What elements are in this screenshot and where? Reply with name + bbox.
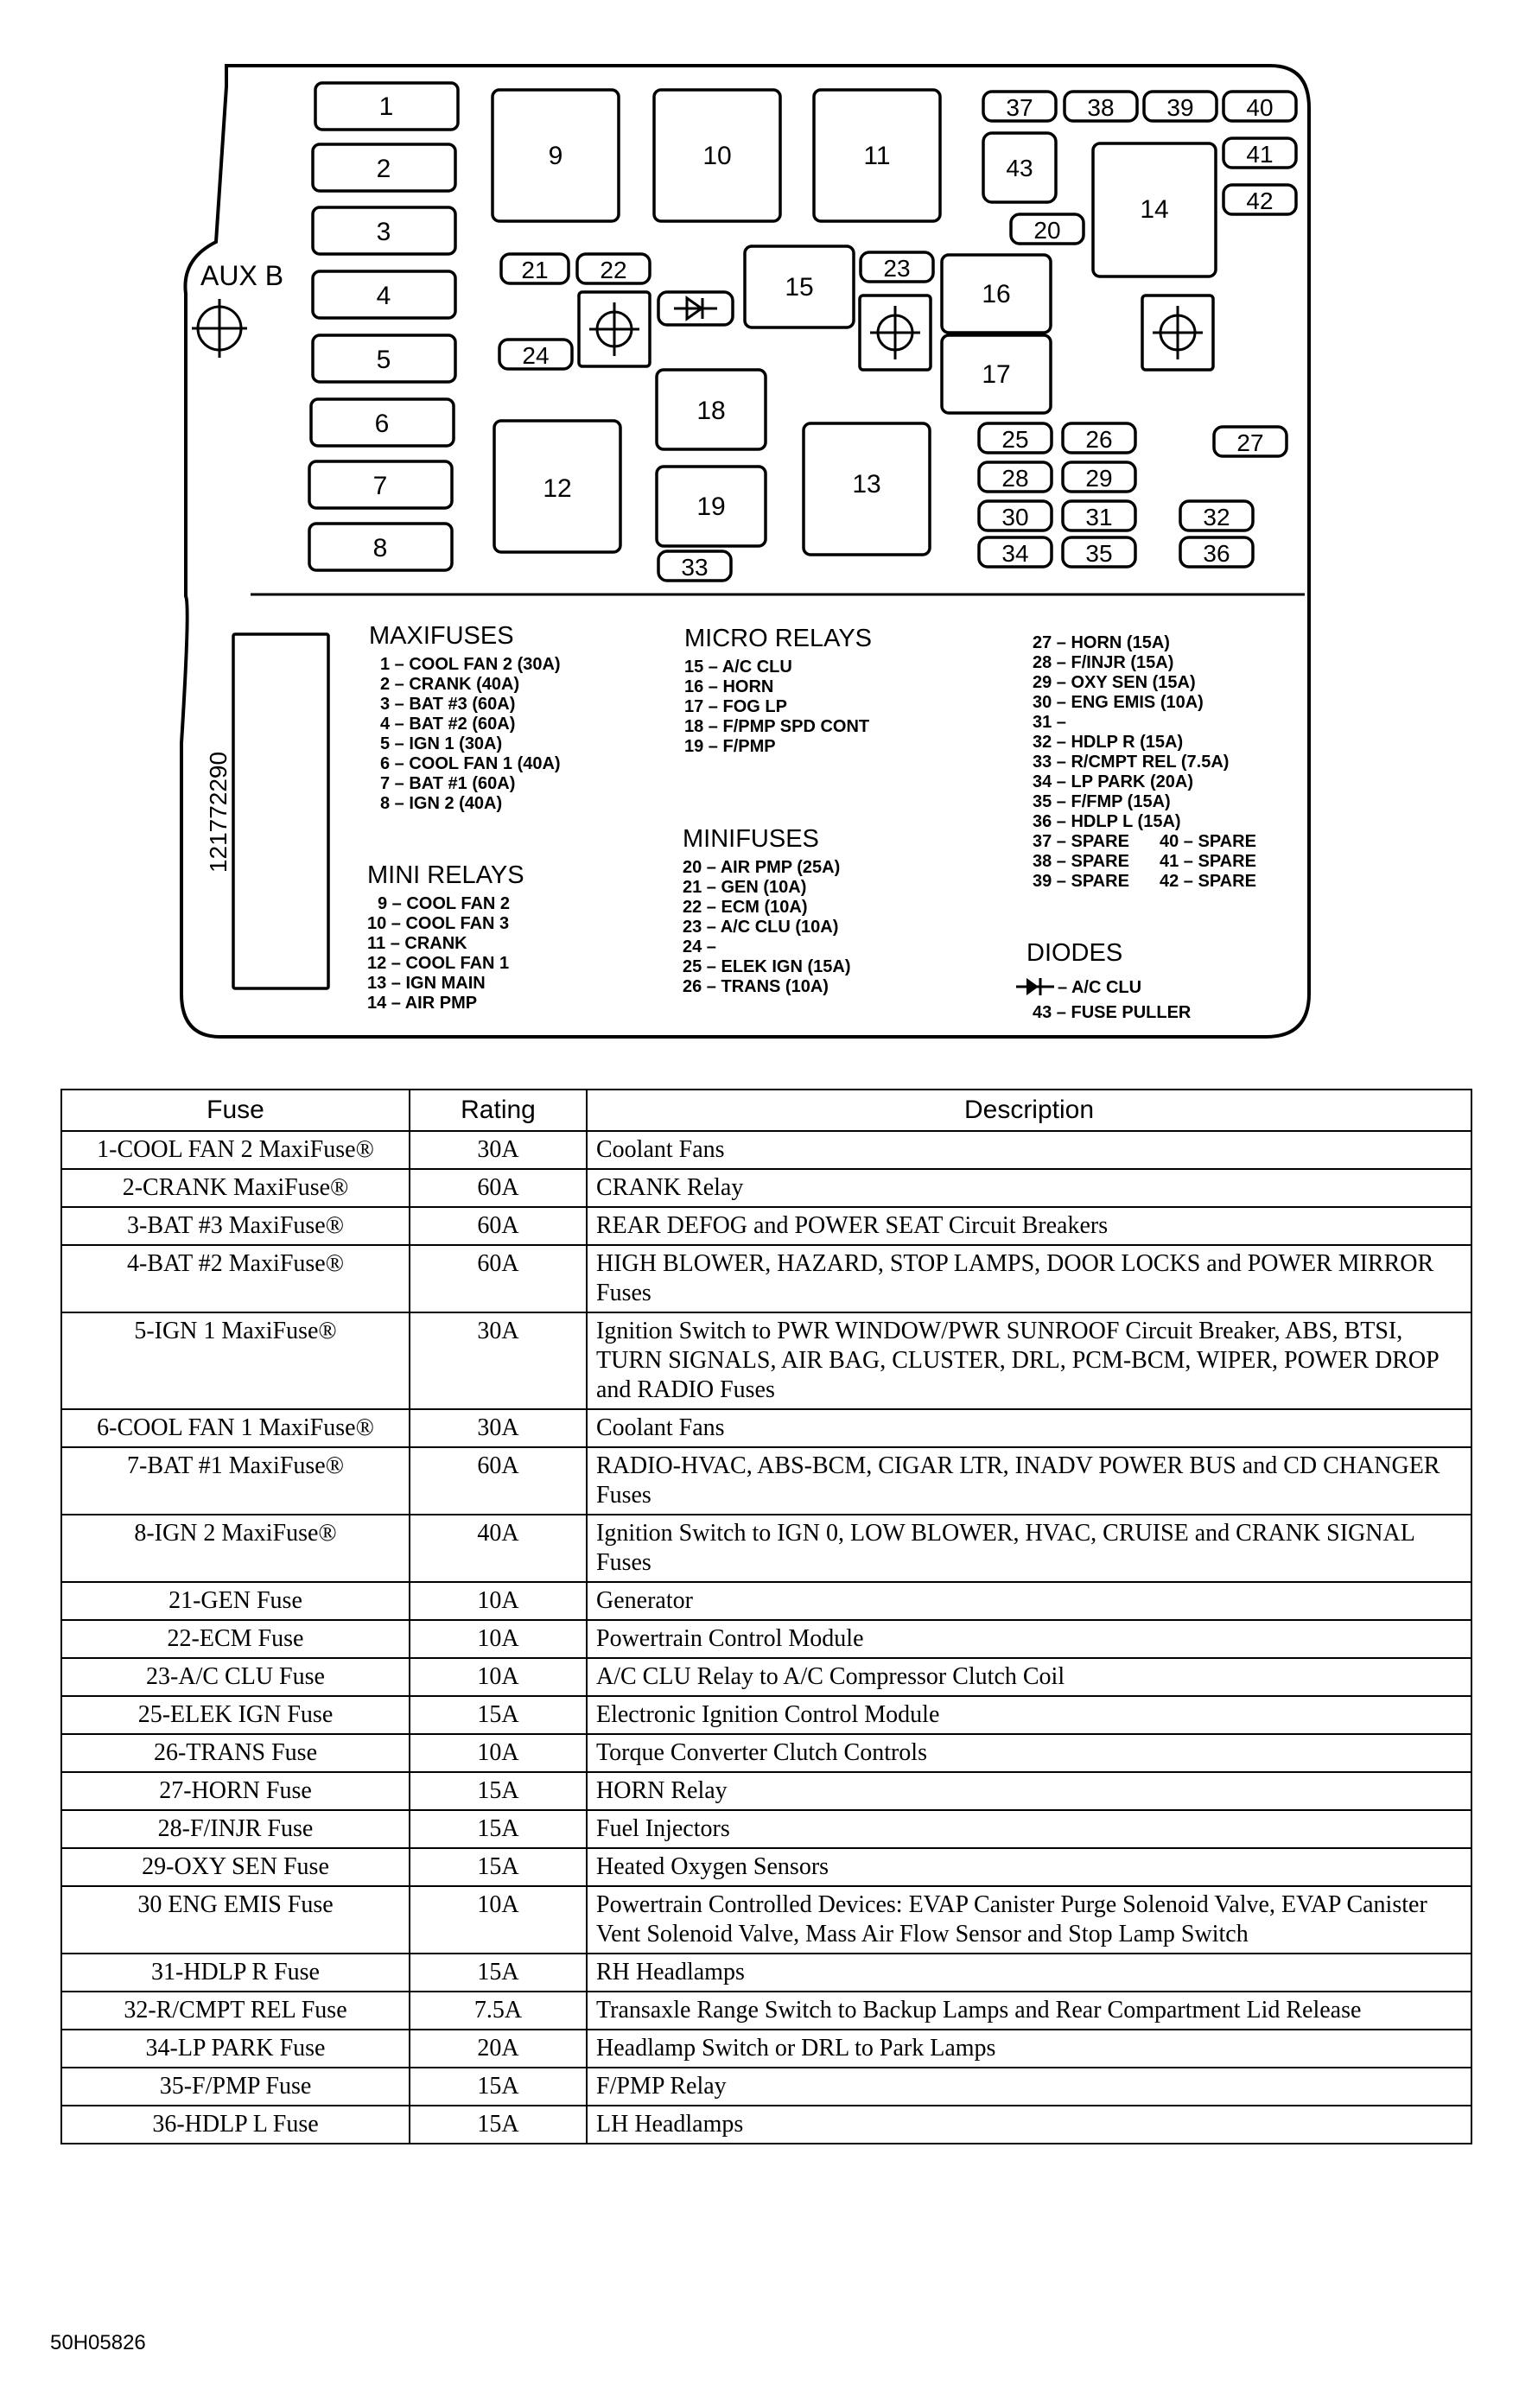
svg-text:25 – ELEK IGN (15A): 25 – ELEK IGN (15A)	[683, 957, 851, 976]
description-cell: CRANK Relay	[587, 1169, 1471, 1207]
svg-text:6: 6	[374, 410, 390, 438]
table-row	[61, 1620, 1471, 1658]
relay-slot	[942, 255, 1051, 333]
fuse-cell: 2-CRANK MaxiFuse®	[61, 1169, 410, 1207]
svg-text:18: 18	[696, 397, 726, 425]
diode-slot-icon	[658, 292, 733, 325]
minifuse-slot	[979, 423, 1052, 453]
svg-text:2: 2	[376, 155, 391, 183]
minifuse-slot	[1223, 92, 1296, 121]
svg-text:36 – HDLP L (15A): 36 – HDLP L (15A)	[1033, 812, 1181, 831]
rating-cell: 20A	[410, 2030, 587, 2068]
fuse-cell: 4-BAT #2 MaxiFuse®	[61, 1245, 410, 1312]
rating-cell: 30A	[410, 1131, 587, 1169]
description-cell: A/C CLU Relay to A/C Compressor Clutch Coil	[587, 1658, 1471, 1696]
relay-slot	[1093, 143, 1216, 276]
svg-text:21: 21	[521, 257, 549, 283]
minifuse-slot	[499, 340, 572, 369]
svg-text:8: 8	[372, 534, 388, 562]
table-row	[61, 1772, 1471, 1810]
svg-text:33: 33	[681, 554, 709, 581]
svg-text:23 – A/C CLU (10A): 23 – A/C CLU (10A)	[683, 918, 839, 937]
table-row	[61, 1515, 1471, 1582]
minifuse-slot	[979, 537, 1052, 567]
minifuse-slot	[979, 501, 1052, 531]
rating-cell: 15A	[410, 1772, 587, 1810]
fuse-cell: 35-F/PMP Fuse	[61, 2068, 410, 2106]
description-cell: F/PMP Relay	[587, 2068, 1471, 2106]
svg-text:27: 27	[1236, 429, 1264, 456]
svg-text:26: 26	[1085, 426, 1113, 453]
fuse-cell: 8-IGN 2 MaxiFuse®	[61, 1515, 410, 1582]
minifuse-slot	[1063, 423, 1135, 453]
minifuse-slot	[501, 254, 569, 283]
svg-text:30 – ENG EMIS (10A): 30 – ENG EMIS (10A)	[1033, 693, 1204, 712]
rating-cell: 10A	[410, 1886, 587, 1954]
fuse-block-diagram	[0, 0, 1519, 1063]
svg-text:19: 19	[696, 492, 726, 521]
svg-text:22: 22	[600, 257, 627, 283]
description-cell: Torque Converter Clutch Controls	[587, 1734, 1471, 1772]
table-row	[61, 1312, 1471, 1409]
fuse-cell: 3-BAT #3 MaxiFuse®	[61, 1207, 410, 1245]
rating-cell: 15A	[410, 2106, 587, 2144]
maxifuse-slot	[313, 207, 455, 254]
svg-text:4 – BAT #2 (60A): 4 – BAT #2 (60A)	[380, 715, 516, 734]
minifuse-slot	[1223, 138, 1296, 168]
legend-mini-relays	[367, 861, 524, 1013]
svg-text:29: 29	[1085, 465, 1113, 492]
description-cell: Heated Oxygen Sensors	[587, 1848, 1471, 1886]
description-cell: Transaxle Range Switch to Backup Lamps and Rear Compartment Lid Release	[587, 1992, 1471, 2030]
table-row	[61, 1810, 1471, 1848]
maxifuse-slot	[309, 461, 452, 508]
terminal-stud-icon	[579, 292, 650, 366]
svg-text:7: 7	[372, 472, 388, 500]
rating-cell: 15A	[410, 1848, 587, 1886]
svg-text:2 – CRANK (40A): 2 – CRANK (40A)	[380, 675, 520, 694]
svg-text:13: 13	[852, 470, 881, 499]
description-cell: Generator	[587, 1582, 1471, 1620]
table-row	[61, 2068, 1471, 2106]
fuse-cell: 23-A/C CLU Fuse	[61, 1658, 410, 1696]
svg-text:15 – A/C CLU: 15 – A/C CLU	[684, 658, 792, 677]
fuse-cell: 5-IGN 1 MaxiFuse®	[61, 1312, 410, 1409]
rating-cell: 15A	[410, 1810, 587, 1848]
fuse-cell: 26-TRANS Fuse	[61, 1734, 410, 1772]
table-row	[61, 1207, 1471, 1245]
svg-text:1 – COOL FAN 2 (30A): 1 – COOL FAN 2 (30A)	[380, 655, 561, 674]
rating-cell: 7.5A	[410, 1992, 587, 2030]
description-cell: HIGH BLOWER, HAZARD, STOP LAMPS, DOOR LOCKS and POWER MIRROR Fuses	[587, 1245, 1471, 1312]
legend-micro-relays	[684, 625, 872, 756]
svg-text:39: 39	[1166, 94, 1194, 121]
table-row	[61, 1409, 1471, 1447]
svg-text:17 – FOG LP: 17 – FOG LP	[684, 697, 787, 716]
svg-text:37: 37	[1006, 94, 1033, 121]
legend-diodes	[1016, 939, 1192, 1022]
svg-text:16 – HORN: 16 – HORN	[684, 677, 774, 696]
fuse-cell: 36-HDLP L Fuse	[61, 2106, 410, 2144]
maxifuse-slot	[315, 83, 458, 130]
svg-text:37 – SPARE: 37 – SPARE	[1033, 832, 1129, 851]
table-row	[61, 1954, 1471, 1992]
rating-cell: 60A	[410, 1207, 587, 1245]
rating-cell: 10A	[410, 1658, 587, 1696]
rating-cell: 10A	[410, 1582, 587, 1620]
svg-text:31 –: 31 –	[1033, 713, 1066, 732]
aux-terminal-icon	[192, 299, 247, 358]
svg-text:24: 24	[522, 342, 550, 369]
svg-text:22 – ECM (10A): 22 – ECM (10A)	[683, 898, 808, 917]
svg-text:11: 11	[863, 142, 891, 170]
description-cell: Coolant Fans	[587, 1131, 1471, 1169]
svg-text:MINI RELAYS: MINI RELAYS	[367, 861, 524, 889]
column-header-fuse: Fuse	[61, 1090, 410, 1131]
rating-cell: 60A	[410, 1169, 587, 1207]
rating-cell: 10A	[410, 1734, 587, 1772]
description-cell: Ignition Switch to IGN 0, LOW BLOWER, HVAC, CRUISE and CRANK SIGNAL Fuses	[587, 1515, 1471, 1582]
svg-text:5: 5	[376, 346, 391, 374]
description-cell: RH Headlamps	[587, 1954, 1471, 1992]
svg-text:34: 34	[1001, 540, 1029, 567]
minifuse-slot	[979, 462, 1052, 492]
table-row	[61, 1848, 1471, 1886]
svg-text:9 – COOL FAN 2: 9 – COOL FAN 2	[378, 894, 511, 913]
table-row	[61, 2106, 1471, 2144]
maxifuse-slot	[309, 524, 452, 570]
description-cell: Powertrain Control Module	[587, 1620, 1471, 1658]
relay-slot	[657, 370, 766, 449]
svg-text:6 – COOL FAN 1 (40A): 6 – COOL FAN 1 (40A)	[380, 754, 561, 773]
fuse-cell: 31-HDLP R Fuse	[61, 1954, 410, 1992]
relay-slot	[654, 90, 780, 221]
svg-text:42 – SPARE: 42 – SPARE	[1160, 872, 1256, 891]
table-row	[61, 1658, 1471, 1696]
fuse-cell: 29-OXY SEN Fuse	[61, 1848, 410, 1886]
svg-text:DIODES: DIODES	[1026, 939, 1123, 967]
svg-text:42: 42	[1246, 187, 1274, 214]
column-header-rating: Rating	[410, 1090, 587, 1131]
column-header-description: Description	[587, 1090, 1471, 1131]
table-header-row	[61, 1090, 1471, 1131]
table-row	[61, 1169, 1471, 1207]
aux-label: AUX B	[200, 260, 284, 291]
description-cell: Electronic Ignition Control Module	[587, 1696, 1471, 1734]
svg-text:30: 30	[1001, 504, 1029, 531]
svg-text:40 – SPARE: 40 – SPARE	[1160, 832, 1256, 851]
table-row	[61, 2030, 1471, 2068]
minifuse-slot	[1063, 501, 1135, 531]
svg-text:32: 32	[1203, 504, 1230, 531]
description-cell: Fuel Injectors	[587, 1810, 1471, 1848]
fuse-cell: 25-ELEK IGN Fuse	[61, 1696, 410, 1734]
fuse-cell: 27-HORN Fuse	[61, 1772, 410, 1810]
relay-slot	[657, 467, 766, 546]
minifuse-slot	[1214, 427, 1287, 456]
svg-text:10: 10	[702, 142, 732, 170]
svg-text:9: 9	[548, 142, 563, 170]
description-cell: Coolant Fans	[587, 1409, 1471, 1447]
svg-text:MINIFUSES: MINIFUSES	[683, 825, 819, 853]
legend-minifuses	[683, 825, 851, 996]
svg-text:26 – TRANS (10A): 26 – TRANS (10A)	[683, 977, 829, 996]
figure-code: 50H05826	[50, 2331, 146, 2354]
svg-text:5 – IGN 1 (30A): 5 – IGN 1 (30A)	[380, 734, 503, 753]
table-row	[61, 1734, 1471, 1772]
relay-slot	[814, 90, 940, 221]
svg-text:12 – COOL FAN 1: 12 – COOL FAN 1	[367, 954, 510, 973]
svg-text:13 – IGN MAIN: 13 – IGN MAIN	[367, 974, 486, 993]
table-row	[61, 1245, 1471, 1312]
fuse-cell: 30 ENG EMIS Fuse	[61, 1886, 410, 1954]
description-cell: RADIO-HVAC, ABS-BCM, CIGAR LTR, INADV POWER BUS and CD CHANGER Fuses	[587, 1447, 1471, 1515]
svg-text:11 – CRANK: 11 – CRANK	[367, 934, 467, 953]
svg-text:34 – LP PARK (20A): 34 – LP PARK (20A)	[1033, 772, 1193, 791]
rating-cell: 30A	[410, 1312, 587, 1409]
svg-text:35: 35	[1085, 540, 1113, 567]
table-row	[61, 1131, 1471, 1169]
fuse-cell: 22-ECM Fuse	[61, 1620, 410, 1658]
svg-text:– A/C CLU: – A/C CLU	[1058, 978, 1142, 997]
relay-slot	[493, 90, 619, 221]
svg-text:41 – SPARE: 41 – SPARE	[1160, 852, 1256, 871]
description-cell: Ignition Switch to PWR WINDOW/PWR SUNROOF Circuit Breaker, ABS, BTSI, TURN SIGNALS, AIR BAG, CLUSTER, DRL, PCM-BCM, WIPER, POWER DROP and RADIO Fuses	[587, 1312, 1471, 1409]
minifuse-slot	[1063, 537, 1135, 567]
fuse-cell: 34-LP PARK Fuse	[61, 2030, 410, 2068]
description-cell: HORN Relay	[587, 1772, 1471, 1810]
rating-cell: 10A	[410, 1620, 587, 1658]
fuse-cell: 28-F/INJR Fuse	[61, 1810, 410, 1848]
rating-cell: 15A	[410, 2068, 587, 2106]
maxifuse-slot	[313, 144, 455, 191]
table-row	[61, 1447, 1471, 1515]
svg-text:3 – BAT #3 (60A): 3 – BAT #3 (60A)	[380, 695, 516, 714]
svg-text:40: 40	[1246, 94, 1274, 121]
svg-text:39 – SPARE: 39 – SPARE	[1033, 872, 1129, 891]
description-cell: REAR DEFOG and POWER SEAT Circuit Breakers	[587, 1207, 1471, 1245]
relay-slot	[942, 335, 1051, 413]
svg-text:7 – BAT #1 (60A): 7 – BAT #1 (60A)	[380, 774, 516, 793]
svg-text:20 – AIR PMP (25A): 20 – AIR PMP (25A)	[683, 858, 841, 877]
svg-text:38 – SPARE: 38 – SPARE	[1033, 852, 1129, 871]
rating-cell: 30A	[410, 1409, 587, 1447]
svg-text:33 – R/CMPT REL (7.5A): 33 – R/CMPT REL (7.5A)	[1033, 753, 1230, 772]
minifuse-slot	[1144, 92, 1217, 121]
minifuse-slot	[861, 252, 933, 282]
svg-text:12: 12	[543, 474, 572, 503]
fuse-cell: 1-COOL FAN 2 MaxiFuse®	[61, 1131, 410, 1169]
svg-text:28: 28	[1001, 465, 1029, 492]
svg-text:29 – OXY SEN (15A): 29 – OXY SEN (15A)	[1033, 673, 1196, 692]
terminal-stud-icon	[860, 295, 931, 370]
rating-cell: 15A	[410, 1696, 587, 1734]
svg-text:43: 43	[1006, 155, 1033, 181]
maxifuse-slot	[313, 335, 455, 382]
svg-text:36: 36	[1203, 540, 1230, 567]
minifuse-slot	[983, 133, 1056, 202]
description-cell: LH Headlamps	[587, 2106, 1471, 2144]
diode-symbol-icon	[1016, 978, 1054, 995]
svg-text:24 –: 24 –	[683, 937, 716, 956]
fuse-cell: 7-BAT #1 MaxiFuse®	[61, 1447, 410, 1515]
description-cell: Powertrain Controlled Devices: EVAP Canister Purge Solenoid Valve, EVAP Canister Vent Solenoid Valve, Mass Air Flow Sensor and Stop Lamp Switch	[587, 1886, 1471, 1954]
table-row	[61, 1886, 1471, 1954]
fuse-cell: 21-GEN Fuse	[61, 1582, 410, 1620]
rating-cell: 60A	[410, 1447, 587, 1515]
table-row	[61, 1696, 1471, 1734]
svg-text:25: 25	[1001, 426, 1029, 453]
fuse-cell: 32-R/CMPT REL Fuse	[61, 1992, 410, 2030]
svg-text:4: 4	[376, 282, 391, 310]
fuse-cell: 6-COOL FAN 1 MaxiFuse®	[61, 1409, 410, 1447]
svg-text:16: 16	[982, 280, 1011, 308]
svg-text:28 – F/INJR (15A): 28 – F/INJR (15A)	[1033, 653, 1174, 672]
svg-text:8 – IGN 2 (40A): 8 – IGN 2 (40A)	[380, 794, 503, 813]
svg-text:1: 1	[378, 92, 394, 121]
part-number-label	[205, 634, 328, 988]
svg-text:MICRO RELAYS: MICRO RELAYS	[684, 625, 873, 652]
minifuse-slot	[658, 551, 731, 581]
svg-text:3: 3	[376, 218, 391, 246]
minifuse-slot	[1065, 92, 1137, 121]
rating-cell: 60A	[410, 1245, 587, 1312]
svg-text:10 – COOL FAN 3: 10 – COOL FAN 3	[367, 914, 510, 933]
minifuse-slot	[577, 254, 650, 283]
description-cell: Headlamp Switch or DRL to Park Lamps	[587, 2030, 1471, 2068]
relay-slot	[745, 246, 854, 327]
minifuse-slot	[1063, 462, 1135, 492]
minifuse-slot	[1180, 501, 1253, 531]
svg-text:14 – AIR PMP: 14 – AIR PMP	[367, 994, 478, 1013]
legend-maxifuses	[369, 622, 561, 813]
maxifuse-slot	[313, 271, 455, 318]
svg-text:32 – HDLP R (15A): 32 – HDLP R (15A)	[1033, 733, 1184, 752]
svg-text:MAXIFUSES: MAXIFUSES	[369, 622, 514, 650]
svg-text:38: 38	[1087, 94, 1115, 121]
svg-text:121772290: 121772290	[205, 751, 232, 874]
svg-text:43 – FUSE PULLER: 43 – FUSE PULLER	[1033, 1003, 1192, 1022]
fuse-table	[60, 1089, 1472, 2144]
svg-text:21 – GEN (10A): 21 – GEN (10A)	[683, 878, 807, 897]
rating-cell: 40A	[410, 1515, 587, 1582]
svg-text:14: 14	[1140, 195, 1169, 224]
minifuse-slot	[1180, 537, 1253, 567]
svg-text:19 – F/PMP: 19 – F/PMP	[684, 737, 776, 756]
svg-text:31: 31	[1085, 504, 1113, 531]
minifuse-slot	[1011, 214, 1084, 244]
minifuse-slot	[1223, 185, 1296, 214]
svg-text:35 – F/FMP (15A): 35 – F/FMP (15A)	[1033, 792, 1171, 811]
maxifuse-slots	[309, 83, 458, 570]
table-row	[61, 1582, 1471, 1620]
maxifuse-slot	[311, 399, 454, 446]
legend-fuse-list-right	[1033, 633, 1256, 891]
svg-text:18 – F/PMP SPD CONT: 18 – F/PMP SPD CONT	[684, 717, 870, 736]
fuse-table-body	[61, 1131, 1471, 2144]
relay-slot	[804, 423, 930, 555]
svg-text:17: 17	[982, 360, 1011, 389]
svg-text:23: 23	[883, 255, 911, 282]
svg-text:20: 20	[1033, 217, 1061, 244]
table-row	[61, 1992, 1471, 2030]
relay-slot	[494, 421, 620, 552]
minifuse-slot	[983, 92, 1056, 121]
svg-text:27 – HORN (15A): 27 – HORN (15A)	[1033, 633, 1170, 652]
svg-text:41: 41	[1246, 141, 1274, 168]
terminal-stud-icon	[1142, 295, 1213, 370]
rating-cell: 15A	[410, 1954, 587, 1992]
svg-text:15: 15	[785, 273, 814, 302]
